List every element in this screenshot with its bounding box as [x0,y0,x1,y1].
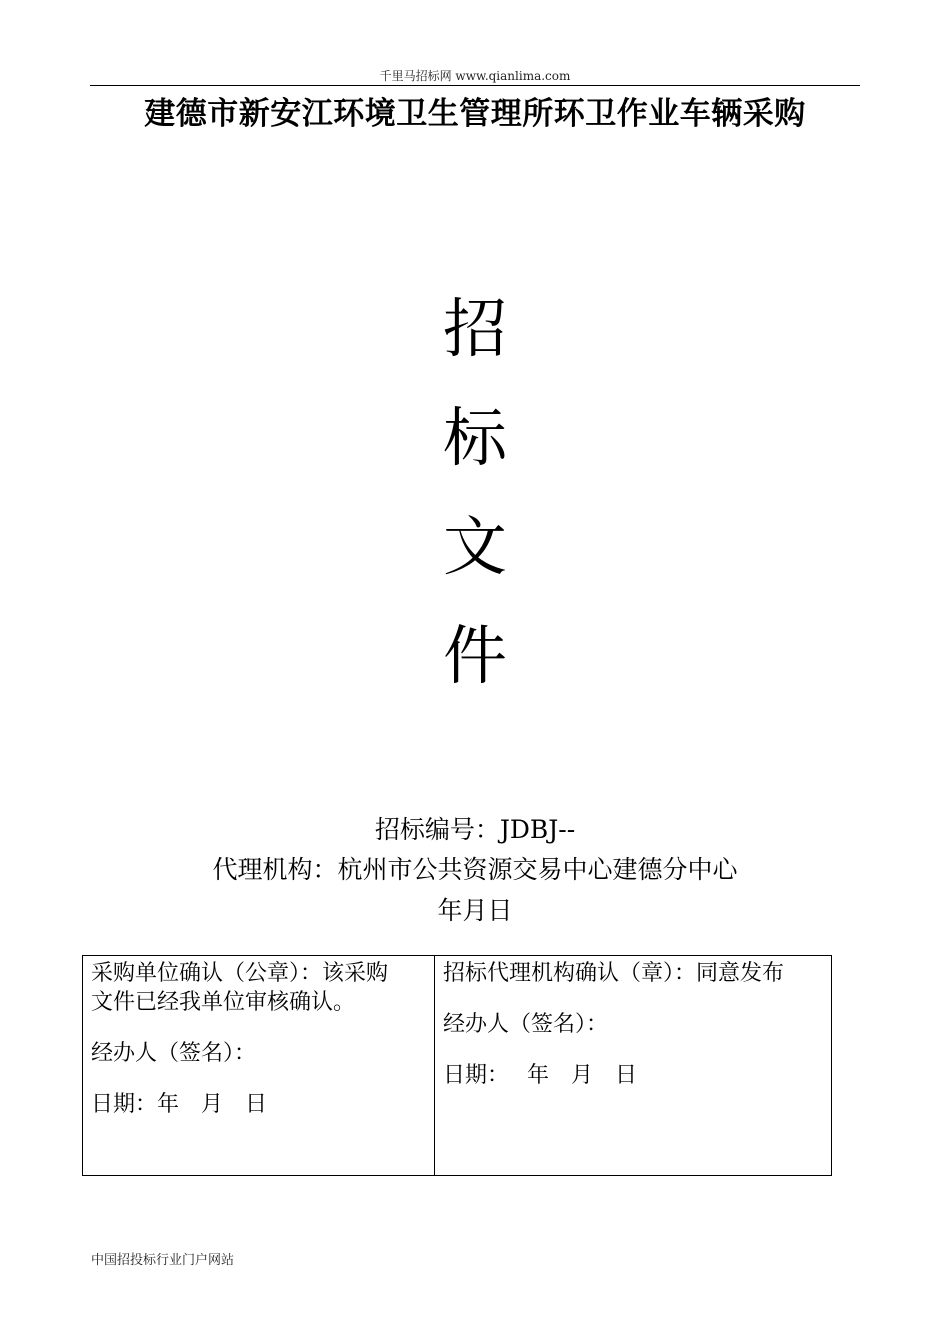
bid-number: 招标编号：JDBJ-- [374,815,576,844]
document-title: 建德市新安江环境卫生管理所环卫作业车辆采购 [144,96,806,132]
header-site-text: 千里马招标网 www.qianlima.com [379,69,571,83]
doc-type-char-1: 招 [443,293,507,367]
agency-handler-signature: 经办人（签名）： [443,1012,609,1037]
purchaser-confirm-line2: 文件已经我单位审核确认。 [91,990,356,1015]
purchaser-confirm-cell [83,956,435,1176]
agency-confirm-line1: 招标代理机构确认（章）：同意发布 [443,961,785,986]
agency-confirm-cell [435,956,832,1176]
doc-type-char-2: 标 [443,402,507,476]
agency-name: 代理机构：杭州市公共资源交易中心建德分中心 [212,855,738,884]
footer-site-text: 中国招投标行业门户网站 [91,1253,235,1268]
doc-type-char-3: 文 [443,511,507,585]
issue-date: 年月日 [437,896,513,925]
purchaser-confirm-line1: 采购单位确认（公章）：该采购 [91,961,389,986]
header-divider [90,85,860,86]
purchaser-date: 日期：年 月 日 [91,1092,268,1117]
confirmation-table [82,955,832,1176]
agency-date: 日期： 年 月 日 [443,1063,637,1088]
doc-type-char-4: 件 [443,620,507,694]
purchaser-handler-signature: 经办人（签名）： [91,1041,257,1066]
